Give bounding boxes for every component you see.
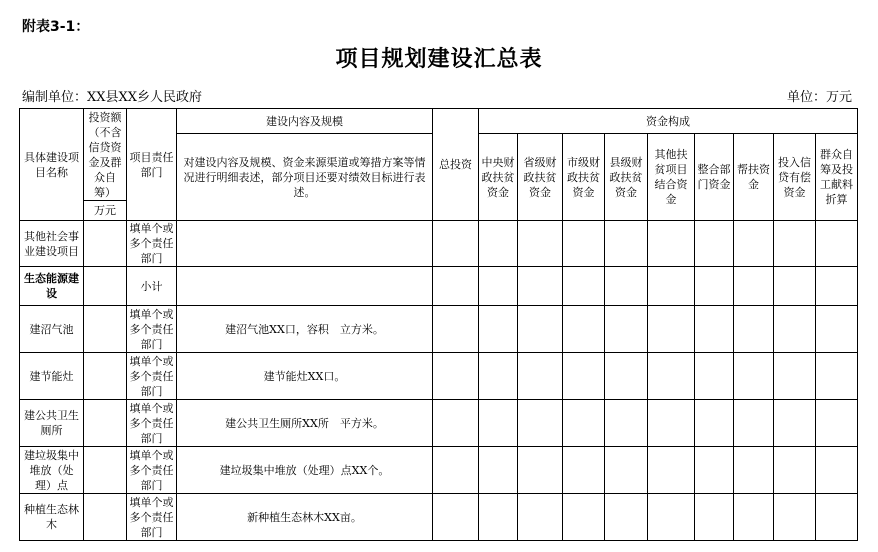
row-project-name: 建公共卫生厕所 [20,400,84,447]
header-responsible-dept: 项目责任部门 [127,109,177,221]
page-title: 项目规划建设汇总表 [335,47,543,72]
row-total [433,447,479,494]
row-investment [84,221,127,267]
table-row [20,267,858,306]
row-dept: 小计 [127,267,177,306]
table-row [20,221,858,267]
row-project-name: 建沼气池 [20,306,84,353]
row-project-name: 其他社会事业建设项目 [20,221,84,267]
row-total [433,400,479,447]
row-total [433,267,479,306]
row-project-name: 建垃圾集中堆放（处理）点 [20,447,84,494]
header-project-name: 具体建设项目名称 [20,109,84,221]
header-fund: 省级财政扶贫资金 [518,134,563,221]
annex-label: 附表3-1： [22,19,90,35]
row-project-name: 建节能灶 [20,353,84,400]
table-row [20,400,858,447]
row-investment [84,306,127,353]
row-dept: 填单个或多个责任部门 [127,221,177,267]
row-content: 建公共卫生厕所XX所 平方米。 [177,400,433,447]
header-investment-unit: 万元 [84,201,127,221]
row-investment [84,400,127,447]
header-fund: 帮扶资金 [734,134,774,221]
row-content: 建节能灶XX口。 [177,353,433,400]
row-content [177,267,433,306]
row-dept: 填单个或多个责任部门 [127,447,177,494]
row-investment [84,353,127,400]
header-fund: 中央财政扶贫资金 [479,134,518,221]
header-fund-composition: 资金构成 [479,109,858,134]
header-total-investment: 总投资 [433,109,479,221]
header-content-note: 对建设内容及规模、资金来源渠道或筹措方案等情况进行明细表述，部分项目还要对绩效目标进行表述。 [177,134,433,221]
table-row [20,494,858,541]
header-content-scale: 建设内容及规模 [177,109,433,134]
table-row [20,353,858,400]
table-row [20,306,858,353]
row-investment [84,447,127,494]
row-investment [84,494,127,541]
row-dept: 填单个或多个责任部门 [127,494,177,541]
row-dept: 填单个或多个责任部门 [127,306,177,353]
header-fund: 整合部门资金 [695,134,734,221]
project-summary-table [19,108,858,541]
row-total [433,353,479,400]
row-dept: 填单个或多个责任部门 [127,400,177,447]
row-total [433,494,479,541]
row-investment [84,267,127,306]
row-project-name: 种植生态林木 [20,494,84,541]
row-content: 建沼气池XX口，容积 立方米。 [177,306,433,353]
header-fund: 县级财政扶贫资金 [605,134,648,221]
row-total [433,221,479,267]
header-fund: 投入信贷有偿资金 [774,134,816,221]
header-fund: 群众自筹及投工献料折算 [816,134,858,221]
row-project-name: 生态能源建设 [20,267,84,306]
row-content: 建垃圾集中堆放（处理）点XX个。 [177,447,433,494]
currency-unit: 单位：万元 [786,90,852,105]
header-fund: 市级财政扶贫资金 [563,134,605,221]
header-fund: 其他扶贫项目结合资金 [648,134,695,221]
row-total [433,306,479,353]
row-dept: 填单个或多个责任部门 [127,353,177,400]
table-row [20,447,858,494]
header-investment: 投资额（不含信贷资金及群众自筹） [84,109,127,201]
compiler-unit: 编制单位：XX县XX乡人民政府 [22,90,203,105]
row-content [177,221,433,267]
row-content: 新种植生态林木XX亩。 [177,494,433,541]
